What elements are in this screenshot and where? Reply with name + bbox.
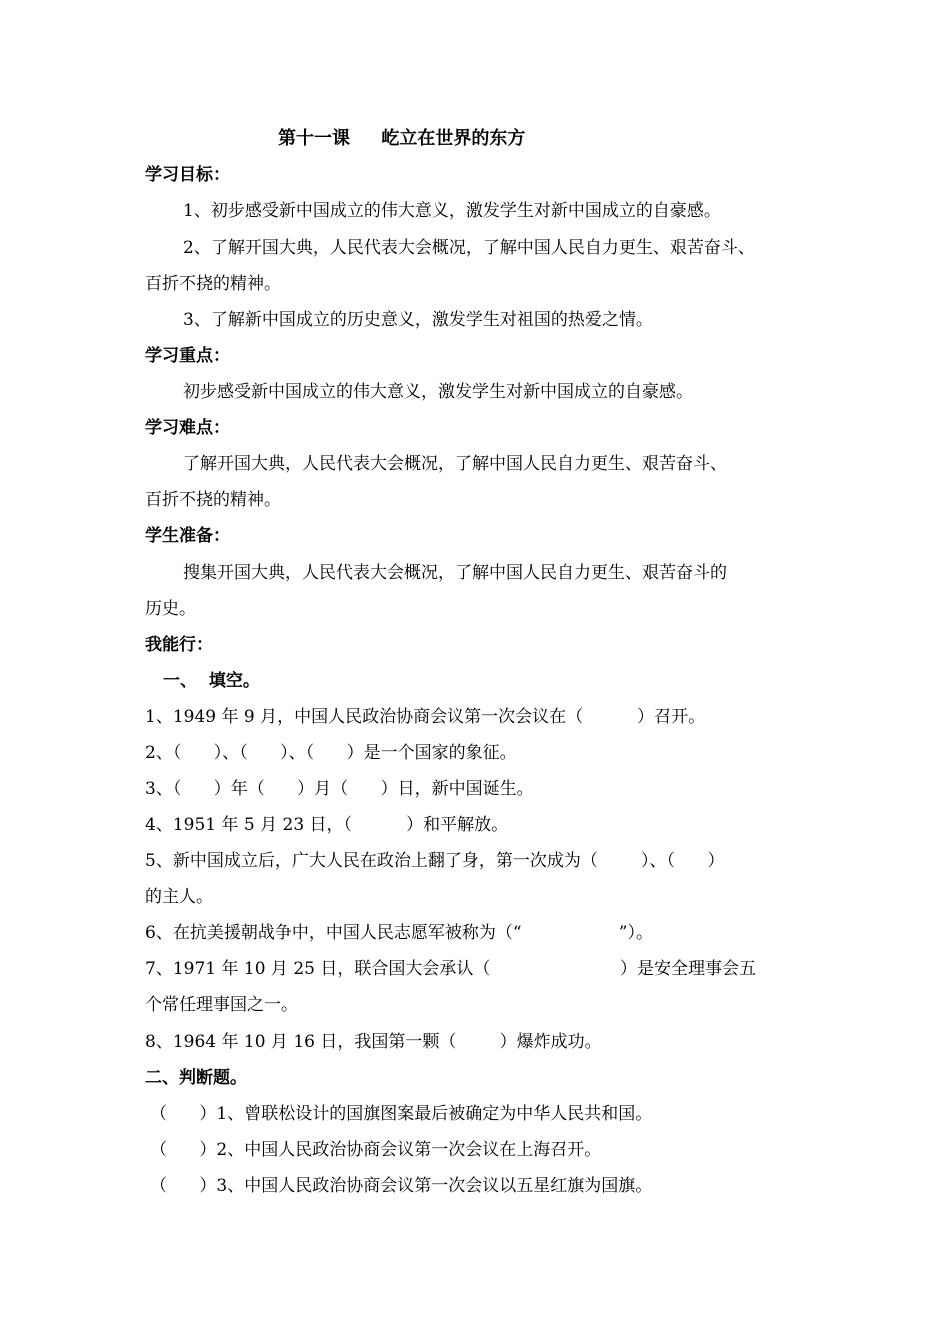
- difficulties-line-1: 了解开国大典，人民代表大会概况，了解中国人民自力更生、艰苦奋斗、: [183, 454, 727, 474]
- objective-item-2-cont: 百折不挠的精神。: [145, 274, 281, 294]
- fill-question-5-cont: 的主人。: [145, 887, 213, 907]
- fill-blank-heading: 一、 填空。: [163, 671, 260, 691]
- objectives-heading: 学习目标：: [145, 165, 230, 185]
- key-points-text: 初步感受新中国成立的伟大意义，激发学生对新中国成立的自豪感。: [183, 382, 693, 402]
- preparation-heading: 学生准备：: [145, 526, 230, 546]
- difficulties-heading: 学习难点：: [145, 418, 230, 438]
- preparation-line-1: 搜集开国大典，人民代表大会概况，了解中国人民自力更生、艰苦奋斗的: [183, 563, 727, 583]
- objective-item-3: 3、了解新中国成立的历史意义，激发学生对祖国的热爱之情。: [183, 310, 653, 330]
- fill-question-7: 7、1971 年 10 月 25 日，联合国大会承认（ ）是安全理事会五: [145, 959, 757, 979]
- true-false-question-2: （ ）2、中国人民政治协商会议第一次会议在上海召开。: [150, 1140, 602, 1160]
- fill-question-2: 2、（ ）、（ ）、（ ）是一个国家的象征。: [145, 743, 517, 763]
- fill-question-5: 5、新中国成立后，广大人民在政治上翻了身，第一次成为（ ）、（ ）: [145, 851, 725, 871]
- key-points-heading: 学习重点：: [145, 346, 230, 366]
- true-false-heading: 二、判断题。: [145, 1068, 247, 1088]
- fill-question-3: 3、（ ）年（ ）月（ ）日，新中国诞生。: [145, 779, 534, 799]
- can-do-heading: 我能行：: [145, 635, 213, 655]
- fill-question-8: 8、1964 年 10 月 16 日，我国第一颗（ ）爆炸成功。: [145, 1032, 602, 1052]
- objective-item-1: 1、初步感受新中国成立的伟大意义，激发学生对新中国成立的自豪感。: [183, 201, 721, 221]
- true-false-question-3: （ ）3、中国人民政治协商会议第一次会议以五星红旗为国旗。: [150, 1176, 653, 1196]
- fill-question-1: 1、1949 年 9 月，中国人民政治协商会议第一次会议在（ ）召开。: [145, 707, 706, 727]
- difficulties-line-2: 百折不挠的精神。: [145, 490, 281, 510]
- page-title: 第十一课 屹立在世界的东方: [278, 128, 526, 149]
- objective-item-2: 2、了解开国大典，人民代表大会概况，了解中国人民自力更生、艰苦奋斗、: [183, 238, 755, 258]
- fill-question-7-cont: 个常任理事国之一。: [145, 995, 298, 1015]
- fill-question-4: 4、1951 年 5 月 23 日，（ ）和平解放。: [145, 815, 509, 835]
- preparation-line-2: 历史。: [145, 599, 196, 619]
- true-false-question-1: （ ）1、曾联松设计的国旗图案最后被确定为中华人民共和国。: [150, 1104, 653, 1124]
- fill-question-6: 6、在抗美援朝战争中，中国人民志愿军被称为（“ ”）。: [145, 923, 653, 943]
